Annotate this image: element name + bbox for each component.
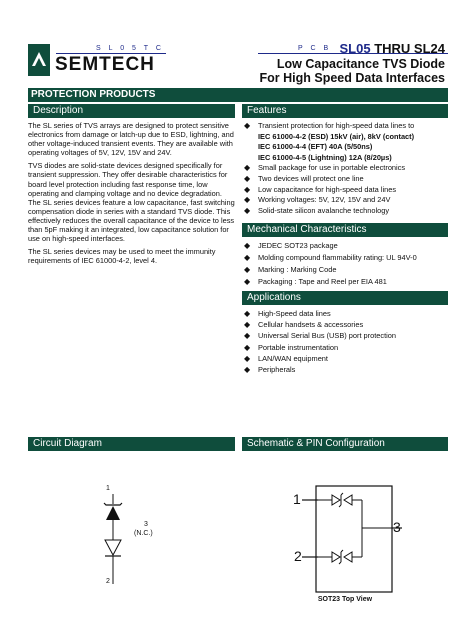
- diamond-bullet-icon: ◆: [244, 331, 251, 341]
- schematic-caption: SOT23 Top View: [317, 596, 373, 603]
- part-number-title: [340, 41, 445, 56]
- application-item: ◆ Portable instrumentation: [244, 342, 339, 352]
- application-item: ◆ LAN/WAN equipment: [244, 353, 328, 363]
- application-item: ◆ High-Speed data lines: [244, 309, 331, 318]
- description-paragraph: The SL series devices may be used to meet the immunity requirements of IEC 61000-4-2, level 4.: [28, 247, 216, 266]
- semtech-logo-mark: [28, 44, 50, 76]
- schematic-diagram: [242, 452, 448, 616]
- description-paragraph: TVS diodes are solid-state devices designed specifically for transient suppression. They offer desirable characteristics for board level protection including fast response time, low operating and clamping voltage and no device degradation. The SL series devices feature a low capacitance, fast switching compensation diode in series with a standard TVS diode. This effectively reduces the overall capacitance of the device to less than 5pF making it an integrated, low capacitance solution for use on high-speed interfaces.: [28, 161, 235, 244]
- diamond-bullet-icon: ◆: [244, 277, 251, 286]
- features-list: [244, 121, 450, 216]
- diamond-bullet-icon: ◆: [244, 320, 251, 330]
- applications-heading: Applications: [242, 291, 448, 305]
- subtitle-line-1: Low Capacitance TVS Diode: [276, 57, 445, 71]
- description-heading: Description: [28, 104, 235, 118]
- part-title-lead: SL05: [339, 41, 371, 56]
- feature-item: ◆ Solid-state silicon avalanche technology: [244, 205, 390, 215]
- feature-item: ◆ Low capacitance for high-speed data lines: [244, 184, 397, 194]
- feature-subline: IEC 61000-4-4 (EFT) 40A (5/50ns): [258, 142, 373, 152]
- product-category-banner: PROTECTION PRODUCTS: [28, 88, 448, 102]
- mechanical-heading: Mechanical Characteristics: [242, 223, 448, 237]
- mechanical-list: [244, 240, 450, 288]
- company-logo-text: SEMTECH: [55, 54, 155, 75]
- schematic-pin-2-label: 2: [294, 548, 302, 564]
- mechanical-item: ◆ Molding compound flammability rating: UL 94V-0: [244, 253, 417, 262]
- circuit-pin-1-label: 1: [106, 485, 110, 492]
- application-item: ◆ Cellular handsets & accessories: [244, 320, 364, 330]
- diamond-bullet-icon: ◆: [244, 195, 251, 205]
- features-heading: Features: [242, 104, 448, 118]
- feature-subline: IEC 61000-4-5 (Lightning) 12A (8/20µs): [258, 152, 392, 162]
- applications-list: [244, 308, 450, 375]
- part-title-rest: THRU SL24: [370, 41, 445, 56]
- diamond-bullet-icon: ◆: [244, 184, 251, 194]
- diamond-bullet-icon: ◆: [244, 309, 251, 318]
- header-rule-left: [56, 53, 166, 54]
- circuit-pin-2-label: 2: [106, 578, 110, 585]
- circuit-pin-3-label: 3: [144, 521, 148, 528]
- schematic-pin-1-label: 1: [293, 491, 301, 507]
- subtitle-line-2: For High Speed Data Interfaces: [259, 71, 445, 85]
- feature-item: ◆ Transient protection for high-speed data lines to: [244, 121, 415, 130]
- diamond-bullet-icon: ◆: [244, 205, 251, 215]
- circuit-nc-label: (N.C.): [134, 530, 153, 537]
- diamond-bullet-icon: ◆: [244, 173, 251, 183]
- circuit-diagram-heading: Circuit Diagram: [28, 437, 235, 451]
- feature-item: ◆ Working voltages: 5V, 12V, 15V and 24V: [244, 195, 391, 205]
- application-item: ◆ Universal Serial Bus (USB) port protection: [244, 331, 397, 341]
- diamond-bullet-icon: ◆: [244, 365, 251, 375]
- description-body: [28, 121, 236, 269]
- diamond-bullet-icon: ◆: [244, 253, 251, 262]
- diamond-bullet-icon: ◆: [244, 163, 251, 173]
- doc-code-left: S L 0 5 T C: [96, 45, 164, 52]
- diamond-bullet-icon: ◆: [244, 353, 251, 363]
- mechanical-item: ◆ JEDEC SOT23 package: [244, 241, 338, 250]
- feature-subline: IEC 61000-4-2 (ESD) 15kV (air), 8kV (contact): [258, 131, 415, 141]
- mechanical-item: ◆ Packaging : Tape and Reel per EIA 481: [244, 277, 387, 286]
- diamond-bullet-icon: ◆: [244, 121, 251, 130]
- circuit-diagram: [28, 452, 236, 616]
- description-paragraph: The SL series of TVS arrays are designed to protect sensitive electronics from damage or latch-up due to ESD, lightning, and other voltage-induced transient events. They are available with operating voltages of 5V, 12V, 15V and 24V.: [28, 121, 234, 158]
- doc-code-right: P C B: [298, 45, 332, 52]
- feature-item: ◆ Small package for use in portable electronics: [244, 163, 406, 173]
- application-item: ◆ Peripherals: [244, 365, 296, 375]
- schematic-pin-3-label: 3: [393, 519, 401, 535]
- mechanical-item: ◆ Marking : Marking Code: [244, 265, 337, 274]
- diamond-bullet-icon: ◆: [244, 342, 251, 352]
- diamond-bullet-icon: ◆: [244, 241, 251, 250]
- feature-item: ◆ Two devices will protect one line: [244, 173, 364, 183]
- diamond-bullet-icon: ◆: [244, 265, 251, 274]
- schematic-heading: Schematic & PIN Configuration: [242, 437, 448, 451]
